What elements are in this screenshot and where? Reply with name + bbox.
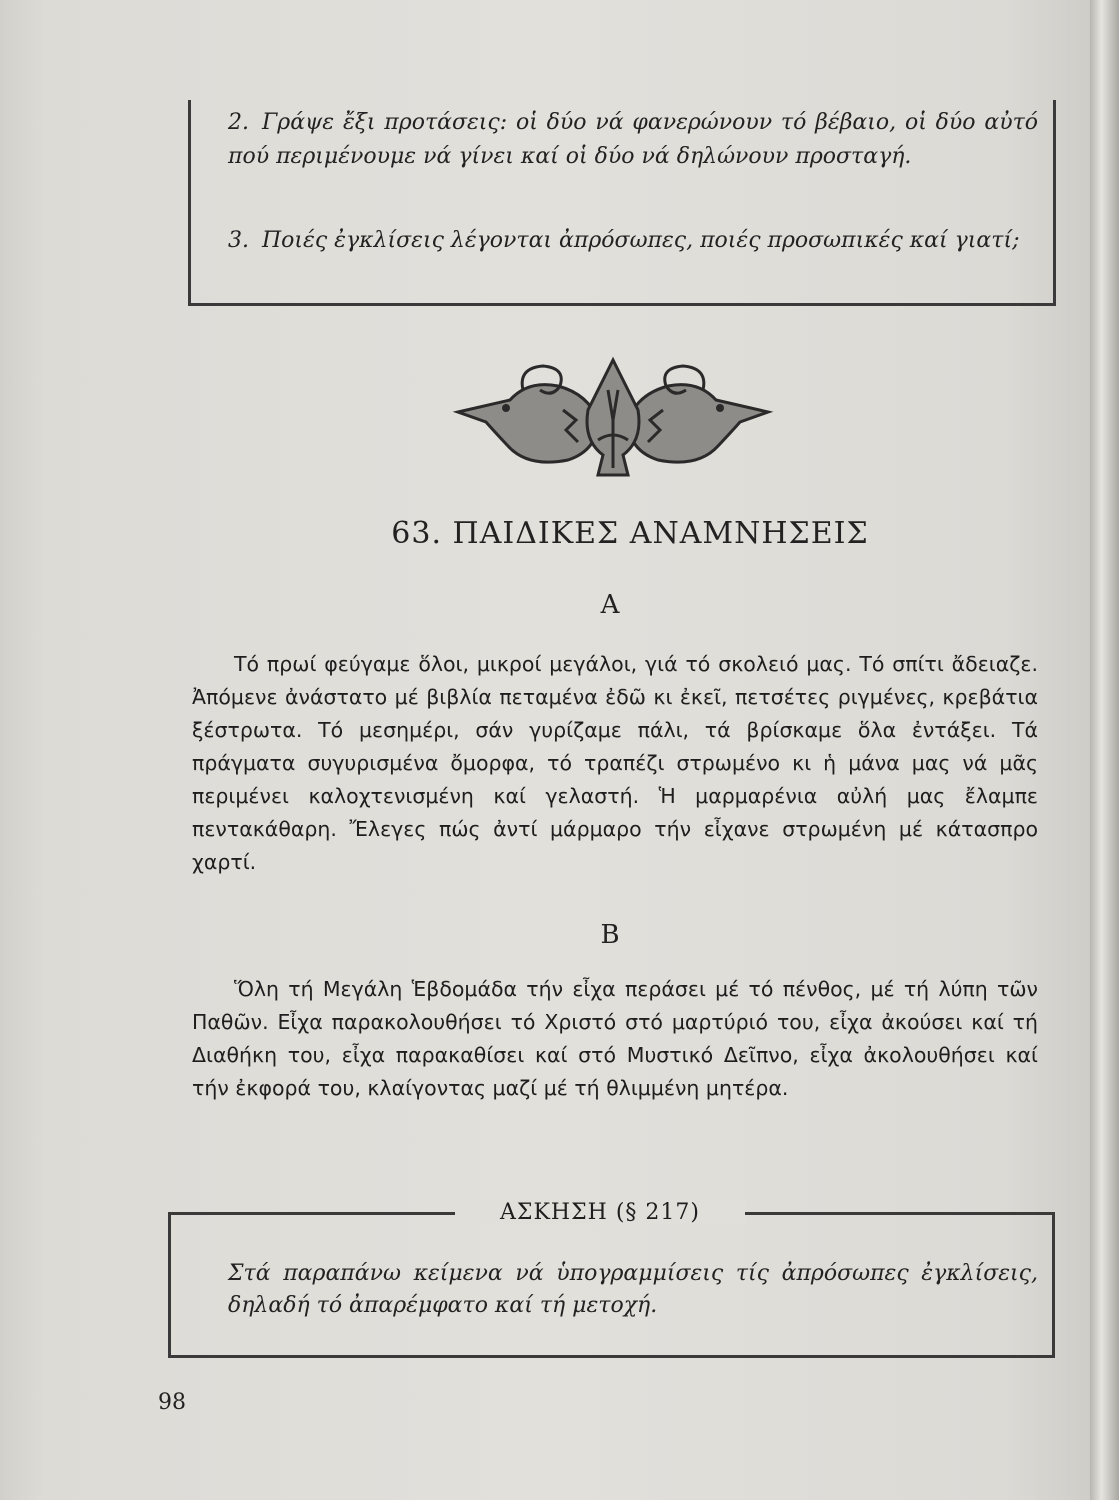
- exercise-box-text: Στά παραπάνω κείμενα νά ὑπογραμμίσεις τίς ἀπρόσωπες ἐγκλίσεις, δηλαδή τό ἀπαρέμφατο καί τή μετοχή.: [228, 1261, 1038, 1318]
- exercise-item-3-text: Ποιές ἐγκλίσεις λέγονται ἀπρόσωπες, ποιές προσωπικές καί γιατί;: [262, 228, 1020, 253]
- twin-birds-ornament-icon: [448, 350, 778, 480]
- exercise-item-2-text: Γράψε ἔξι προτάσεις: οἱ δύο νά φανερώνουν τό βέβαιο, οἱ δύο αὐτό πού περιμένουμε νά γίνει καί οἱ δύο νά δηλώνουν προσταγή.: [228, 110, 1038, 169]
- exercise-item-3: [228, 224, 1038, 258]
- exercise-item-2: [228, 106, 1038, 174]
- exercise-box-label: ΑΣΚΗΣΗ (§ 217): [455, 1200, 745, 1225]
- page-number: 98: [158, 1390, 186, 1415]
- lesson-title: 63. ΠΑΙΔΙΚΕΣ ΑΝΑΜΝΗΣΕΙΣ: [391, 516, 869, 551]
- section-b-paragraph: Ὅλη τή Μεγάλη Ἑβδομάδα τήν εἶχα περάσει μέ τό πένθος, μέ τή λύπη τῶν Παθῶν. Εἶχα παρακολουθήσει τό Χριστό στό μαρτύριό του, εἶχα ἀκούσει καί τή Διαθήκη του, εἶχα παρακαθίσει καί στό Μυστικό Δεῖπνο, εἶχα ἀκολουθήσει καί τήν ἐκφορά του, κλαίγοντας μαζί μέ τή θλιμμένη μητέρα.: [192, 977, 1038, 1100]
- book-spine: [1090, 0, 1119, 1500]
- section-b-heading: Β: [600, 920, 620, 950]
- section-a-heading: Α: [600, 590, 620, 620]
- exercise-item-3-number: 3.: [228, 228, 249, 253]
- section-a-paragraph: Τό πρωί φεύγαμε ὅλοι, μικροί μεγάλοι, γιά τό σκολειό μας. Τό σπίτι ἄδειαζε. Ἀπόμενε ἀνάστατο μέ βιβλία πεταμένα ἐδῶ κι ἐκεῖ, πετσέτες ριγμένες, κρεβάτια ξέστρωτα. Τό μεσημέρι, σάν γυρίζαμε πάλι, τά βρίσκαμε ὅλα ἐντάξει. Τά πράγματα συγυρισμένα ὄμορφα, τό τραπέζι στρωμένο κι ἡ μάνα μας νά μᾶς περιμένει καλοχτενισμένη καί γελαστή. Ἡ μαρμαρένια αὐλή μας ἔλαμπε πεντακάθαρη. Ἔλεγες πώς ἀντί μάρμαρο τήν εἶχανε στρωμένη μέ κάτασπρο χαρτί.: [192, 652, 1038, 874]
- exercise-item-2-number: 2.: [228, 110, 249, 135]
